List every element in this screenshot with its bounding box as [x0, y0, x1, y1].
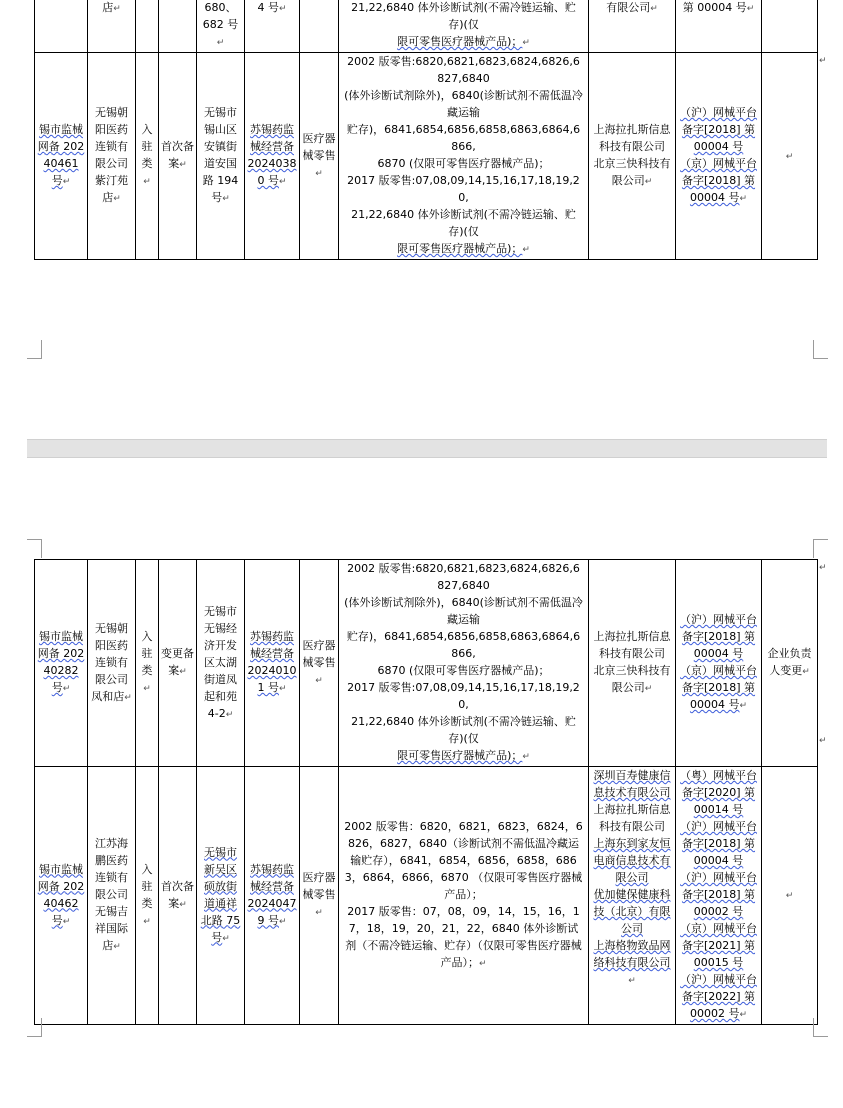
scope-cell: 21,22,6840 体外诊断试剂(不需冷链运输、贮存)(仅 限可零售医疗器械产品)；↵ — [339, 0, 589, 53]
address-cell: 680、 682 号↵ — [197, 0, 245, 53]
type-cell: 入驻类↵ — [136, 53, 159, 260]
store-name-cell: 江苏海鹏医药连锁有限公司无锡吉祥国际店↵ — [88, 767, 136, 1025]
table-row — [35, 767, 818, 1025]
paragraph-mark: ↵ — [819, 563, 827, 573]
table-row — [35, 53, 818, 260]
platform-record-cell: （沪）网械平台备字[2018] 第 00004 号 （京）网械平台备字[2018] 第 00004 号↵ — [676, 560, 762, 767]
scope-cell: 2002 版零售:6820,6821,6823,6824,6826,6827,6840 (体外诊断试剂除外)，6840(诊断试剂不需低温冷藏运输 贮存)，6841,6854,6856,6858,6863,6864,6866, 6870 (仅限可零售医疗器械产品)； 2017 版零售:07,08,09,14,15,16,17,18,19,20, 21,22,6840 体外诊断试剂(不需冷链运输、贮存)(仅 限可零售医疗器械产品)；↵ — [339, 560, 589, 767]
type-cell: 入驻类↵ — [136, 767, 159, 1025]
category-cell: 变更备案↵ — [159, 560, 197, 767]
record-table-page2 — [34, 559, 818, 1025]
store-name-cell: 无锡朝阳医药连锁有限公司凤和店↵ — [88, 560, 136, 767]
license-cell: 苏锡药监械经营备 20240380 号↵ — [245, 53, 300, 260]
address-cell: 无锡市无锡经济开发区太湖街道凤起和苑 4-2↵ — [197, 560, 245, 767]
business-cell: 医疗器械零售↵ — [300, 53, 339, 260]
remark-cell: ↵ — [762, 767, 818, 1025]
business-cell — [300, 0, 339, 53]
category-cell: 首次备案↵ — [159, 767, 197, 1025]
store-name-cell: 店↵ — [88, 0, 136, 53]
remark-cell: 企业负责人变更↵ — [762, 560, 818, 767]
record-no-cell: 锡市监械网备 20240462 号↵ — [35, 767, 88, 1025]
business-cell: 医疗器械零售↵ — [300, 560, 339, 767]
table-row — [35, 0, 818, 53]
crop-mark — [813, 340, 828, 359]
type-cell — [136, 0, 159, 53]
platform-company-cell: 有限公司↵ — [589, 0, 676, 53]
scope-cell: 2002 版零售：6820，6821，6823，6824，6826，6827，6840（诊断试剂不需低温冷藏运输贮存），6841，6854，6856，6858，6863，6864，6866，6870 （仅限可零售医疗器械产品）； 2017 版零售：07，08，09，14，15，16，17，18，19，20，21，22，6840 体外诊断试剂（不需冷链运输、贮存）（仅限可零售医疗器械产品）；↵ — [339, 767, 589, 1025]
remark-cell: ↵ — [762, 53, 818, 260]
crop-mark — [27, 1018, 42, 1037]
platform-record-cell: （沪）网械平台备字[2018] 第 00004 号 （京）网械平台备字[2018] 第 00004 号↵ — [676, 53, 762, 260]
crop-mark — [813, 1018, 828, 1037]
address-cell: 无锡市锡山区安镇街道安国路 194 号↵ — [197, 53, 245, 260]
scope-cell: 2002 版零售:6820,6821,6823,6824,6826,6827,6840 (体外诊断试剂除外)，6840(诊断试剂不需低温冷藏运输 贮存)，6841,6854,6856,6858,6863,6864,6866, 6870 (仅限可零售医疗器械产品)； 2017 版零售:07,08,09,14,15,16,17,18,19,20, 21,22,6840 体外诊断试剂(不需冷链运输、贮存)(仅 限可零售医疗器械产品)；↵ — [339, 53, 589, 260]
table-row — [35, 560, 818, 767]
crop-mark — [813, 539, 828, 558]
crop-mark — [27, 340, 42, 359]
record-no-cell: 锡市监械网备 20240282 号↵ — [35, 560, 88, 767]
category-cell: 首次备案↵ — [159, 53, 197, 260]
platform-company-cell: 上海拉扎斯信息科技有限公司 北京三快科技有限公司↵ — [589, 53, 676, 260]
license-cell: 苏锡药监械经营备 20240101 号↵ — [245, 560, 300, 767]
type-cell: 入驻类↵ — [136, 560, 159, 767]
platform-company-cell: 上海拉扎斯信息科技有限公司 北京三快科技有限公司↵ — [589, 560, 676, 767]
crop-mark — [27, 539, 42, 558]
platform-record-cell: （粤）网械平台备字[2020] 第 00014 号 （沪）网械平台备字[2018] 第 00004 号 （沪）网械平台备字[2018] 第 00002 号 （京）网械平台备字[2021] 第 00015 号 （沪）网械平台备字[2022] 第 00002 号↵ — [676, 767, 762, 1025]
platform-record-cell: 第 00004 号↵ — [676, 0, 762, 53]
license-cell: 4 号↵ — [245, 0, 300, 53]
category-cell — [159, 0, 197, 53]
remark-cell — [762, 0, 818, 53]
paragraph-mark: ↵ — [819, 56, 827, 66]
business-cell: 医疗器械零售↵ — [300, 767, 339, 1025]
paragraph-mark: ↵ — [819, 736, 827, 746]
license-cell: 苏锡药监械经营备 20240479 号↵ — [245, 767, 300, 1025]
platform-company-cell: 深圳百寿健康信息技术有限公司 上海拉扎斯信息科技有限公司 上海东到家友恒电商信息技术有限公司 优加健保健康科技（北京）有限公司 上海格物致品网络科技有限公司↵ — [589, 767, 676, 1025]
address-cell: 无锡市新吴区硕放街道通祥北路 75 号↵ — [197, 767, 245, 1025]
record-table-page1 — [34, 0, 818, 260]
record-no-cell — [35, 0, 88, 53]
record-no-cell: 锡市监械网备 20240461 号↵ — [35, 53, 88, 260]
page-gap — [27, 439, 827, 458]
store-name-cell: 无锡朝阳医药连锁有限公司紫汀苑店↵ — [88, 53, 136, 260]
